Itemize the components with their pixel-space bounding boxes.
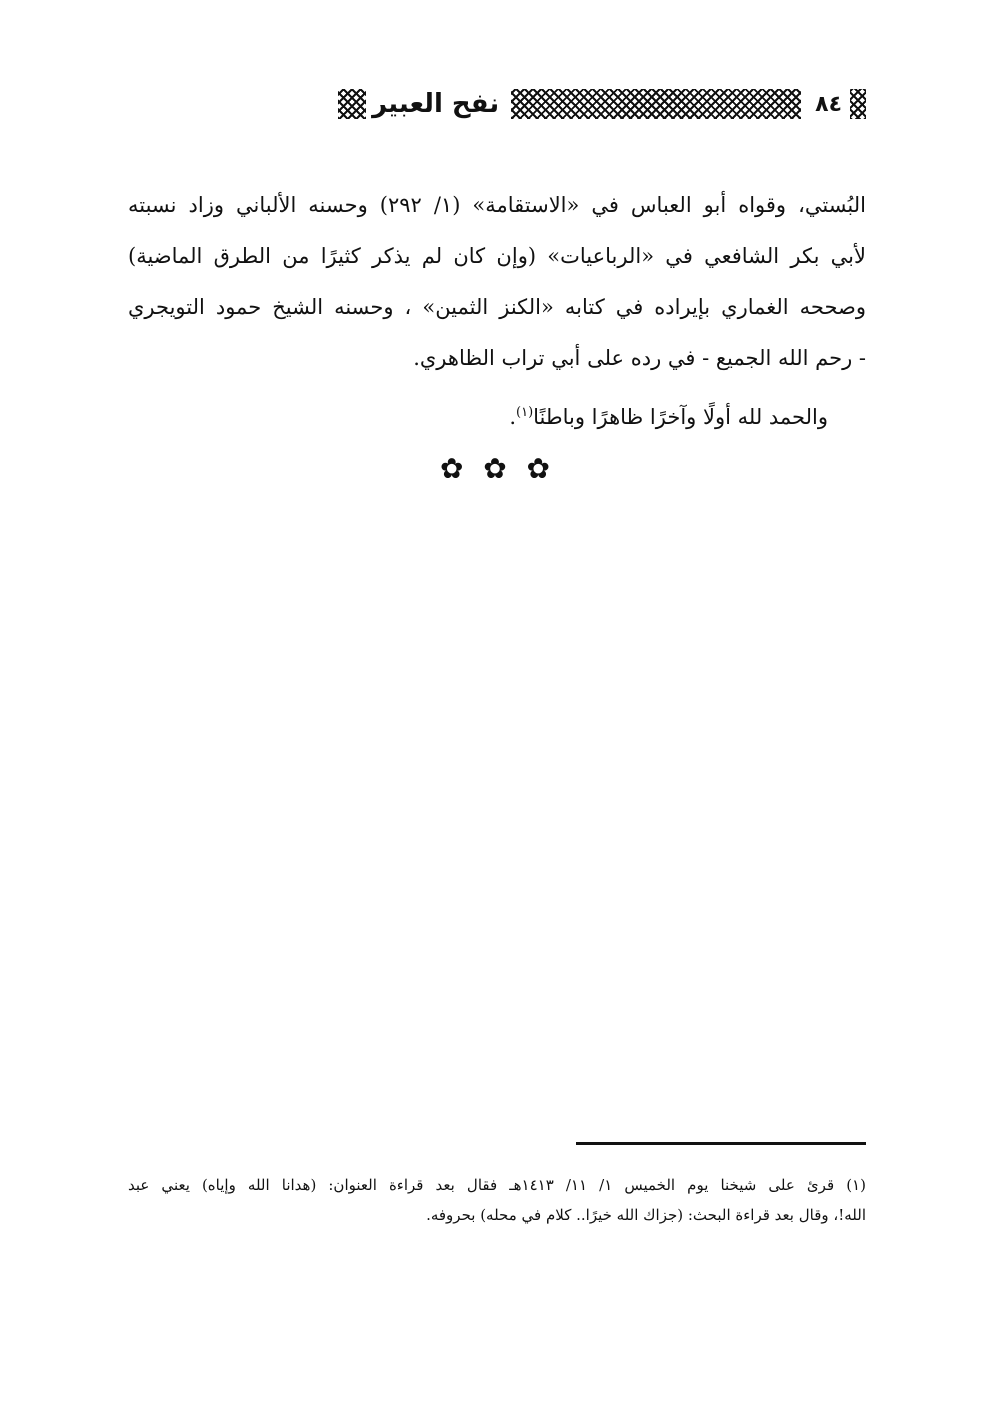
footnote-divider [576,1142,866,1145]
body-line: البُستي، وقواه أبو العباس في «الاستقامة» (١/ ٢٩٢) وحسنه الألباني وزاد نسبته [128,193,866,217]
closing-period: . [509,405,516,429]
footnote-line: الله!، وقال بعد قراءة البحث: (جزاك الله خيرًا.. كلام في محله) بحروفه. [426,1206,866,1224]
header-ornament-right [850,89,866,119]
header-ornament-middle [511,89,801,119]
footnote [128,1170,866,1230]
section-end-ornament [440,452,550,486]
closing-line [128,393,828,437]
body-line: لأبي بكر الشافعي في «الرباعيات» (وإن كان لم يذكر كثيرًا من الطرق الماضية) [128,244,866,268]
footnote-line: (١) قرئ على شيخنا يوم الخميس ١/ ١١/ ١٤١٣هـ فقال بعد قراءة العنوان: (هدانا الله وإياه) يعني عبد [128,1176,866,1194]
body-line: وصححه الغماري بإيراده في كتابه «الكنز الثمين» ، وحسنه الشيخ حمود التويجري [128,295,866,319]
book-title: نفح العبير [372,89,500,119]
header-ornament-left [338,89,366,119]
running-header [128,84,866,124]
star-ornament-icon: ✿ [483,452,507,485]
footnote-marker: (١) [516,405,534,420]
closing-text: والحمد لله أولًا وآخرًا ظاهرًا وباطنًا [533,405,828,429]
body-line: - رحم الله الجميع - في رده على أبي تراب الظاهري. [413,346,866,370]
page-number: ٨٤ [815,91,842,117]
star-ornament-icon: ✿ [440,452,464,485]
star-ornament-icon: ✿ [526,452,550,485]
body-text [128,180,866,384]
